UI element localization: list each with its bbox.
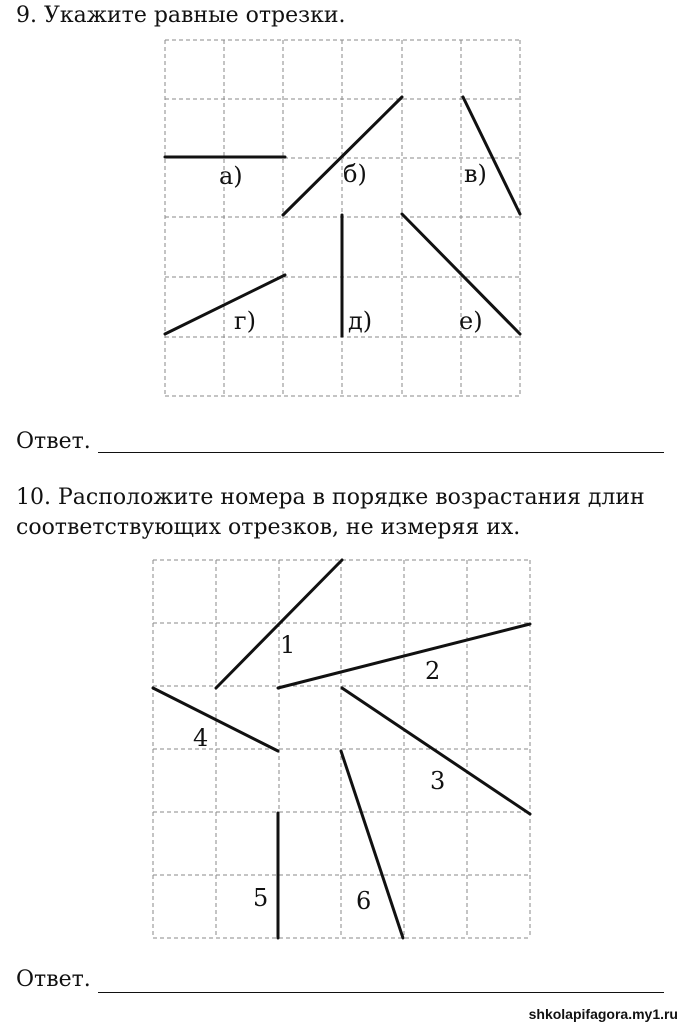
segment-6 xyxy=(341,751,403,938)
task10-title-line2: соответствующих отрезков, не измеряя их. xyxy=(16,515,521,540)
label-v: в) xyxy=(464,160,487,188)
task10-grid xyxy=(153,560,530,938)
label-5: 5 xyxy=(253,884,269,912)
label-e: е) xyxy=(459,307,483,335)
segment-v xyxy=(463,97,520,214)
label-2: 2 xyxy=(425,657,441,685)
segment-g xyxy=(165,275,285,334)
task9-title: 9. Укажите равные отрезки. xyxy=(16,3,346,28)
task9-answer-field[interactable] xyxy=(98,452,664,453)
label-3: 3 xyxy=(430,767,446,795)
label-g: г) xyxy=(234,307,256,335)
watermark: shkolapifagora.my1.ru xyxy=(528,1006,678,1022)
label-6: 6 xyxy=(356,887,372,915)
task10-answer-label: Ответ. xyxy=(16,967,91,992)
label-d: д) xyxy=(348,307,373,335)
segment-3 xyxy=(342,688,530,814)
task10-title-line1: 10. Расположите номера в порядке возрастания длин xyxy=(16,485,645,510)
task9-answer-label: Ответ. xyxy=(16,429,91,454)
label-a: а) xyxy=(219,162,243,190)
label-b: б) xyxy=(343,160,367,188)
segment-4 xyxy=(153,688,278,751)
label-1: 1 xyxy=(280,631,296,659)
task10-answer-field[interactable] xyxy=(98,992,664,993)
label-4: 4 xyxy=(193,724,209,752)
